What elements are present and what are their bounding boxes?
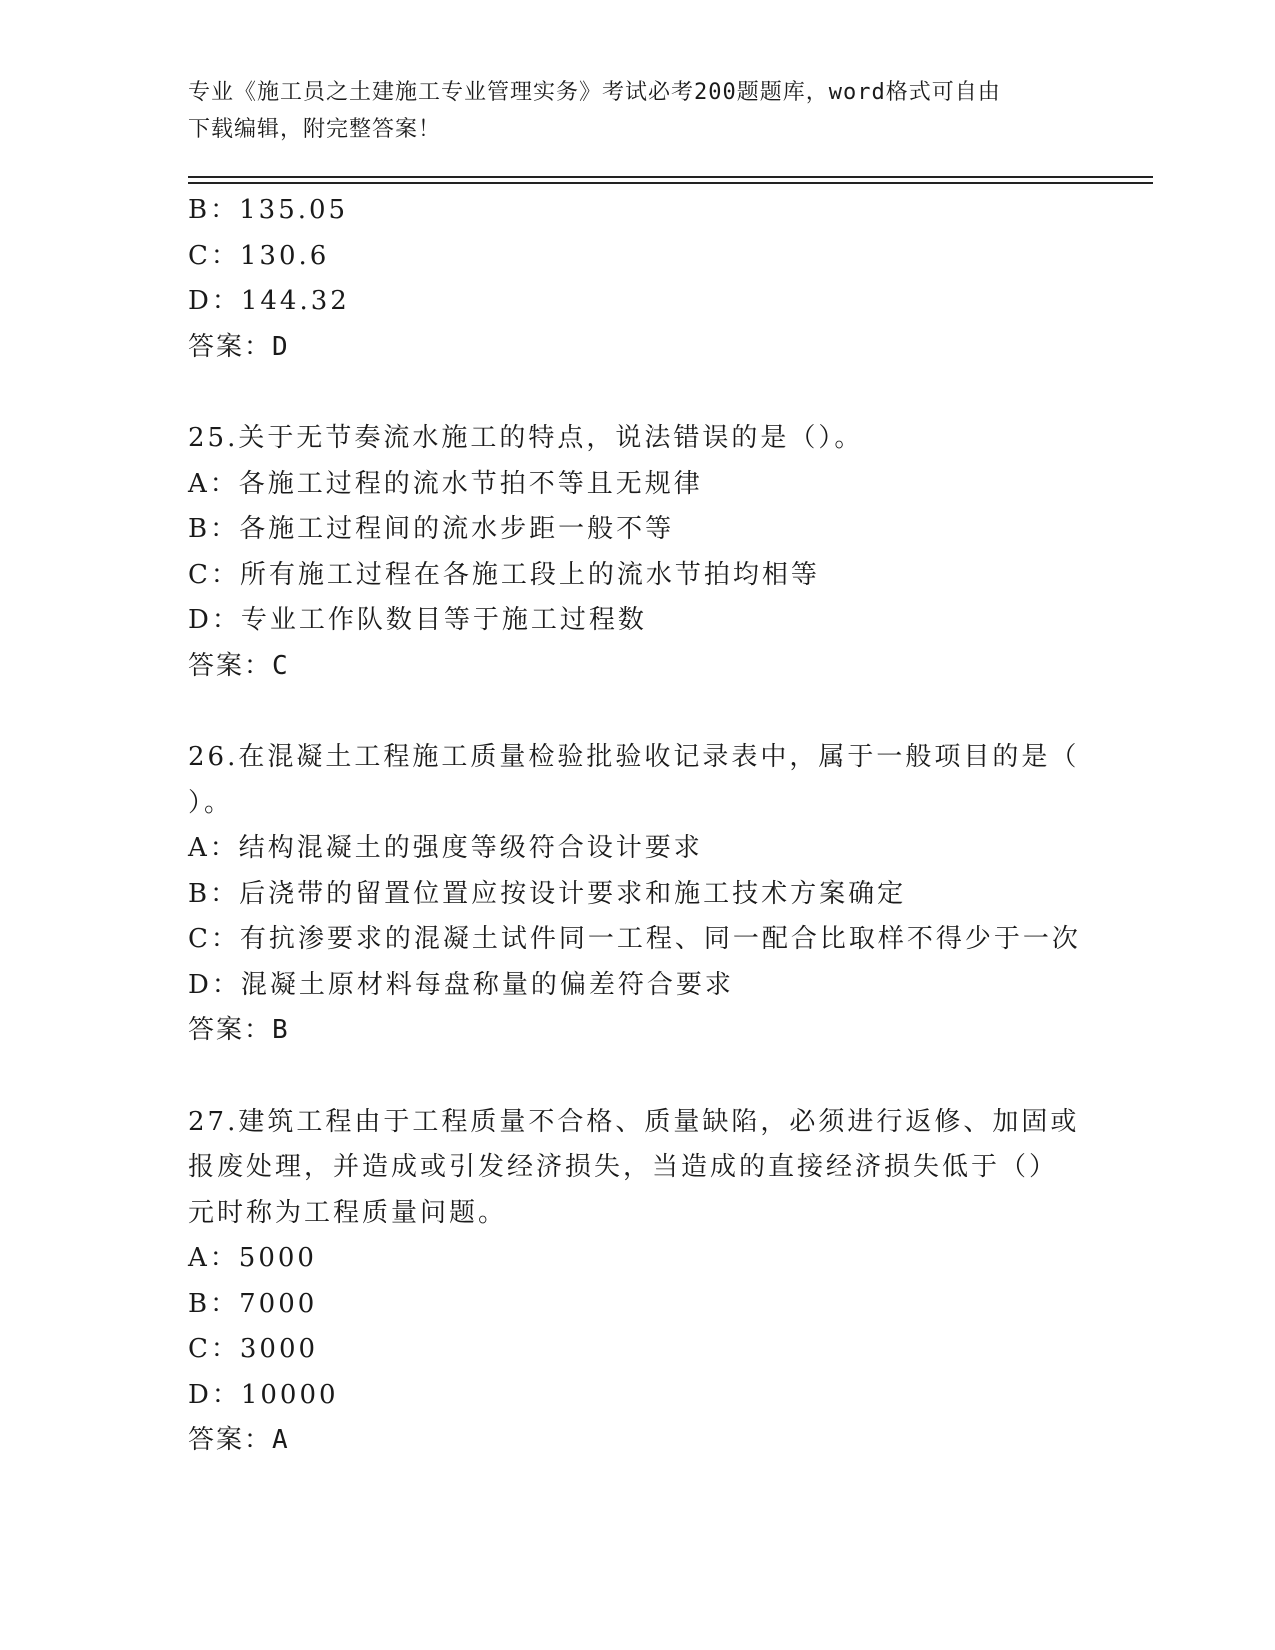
question-stem-cont: 报废处理，并造成或引发经济损失，当造成的直接经济损失低于（） xyxy=(188,1152,1059,1182)
prev-question-block xyxy=(188,188,1088,370)
option-c: C：130.6 xyxy=(188,240,330,271)
option-d: D：144.32 xyxy=(188,286,350,316)
option-c: C：所有施工过程在各施工段上的流水节拍均相等 xyxy=(188,559,820,590)
option-a: A：各施工过程的流水节拍不等且无规律 xyxy=(188,468,703,499)
answer-line: 答案：A xyxy=(188,1425,290,1455)
option-c: C：3000 xyxy=(188,1334,319,1364)
option-b: B：各施工过程间的流水步距一般不等 xyxy=(188,514,675,544)
option-c: C：有抗渗要求的混凝土试件同一工程、同一配合比取样不得少于一次 xyxy=(188,924,1081,954)
option-b: B：135.05 xyxy=(188,195,349,225)
option-a: A：5000 xyxy=(188,1243,317,1273)
question-25 xyxy=(188,416,1088,689)
question-stem: 25.关于无节奏流水施工的特点，说法错误的是（）。 xyxy=(188,423,864,453)
question-26 xyxy=(188,735,1088,1054)
question-stem: 26.在混凝土工程施工质量检验批验收记录表中，属于一般项目的是（ xyxy=(188,742,1080,772)
header-line-1: 专业《施工员之土建施工专业管理实务》考试必考200题题库，word格式可自由 xyxy=(188,80,1001,105)
question-stem-cont: ）。 xyxy=(188,787,234,818)
option-a: A：结构混凝土的强度等级符合设计要求 xyxy=(188,833,703,863)
header-divider-bottom xyxy=(188,182,1153,184)
answer-line: 答案：D xyxy=(188,331,290,362)
question-list xyxy=(188,188,1088,1464)
answer-line: 答案：C xyxy=(188,650,290,681)
header-line-2: 下载编辑，附完整答案！ xyxy=(188,117,442,142)
option-d: D：混凝土原材料每盘称量的偏差符合要求 xyxy=(188,969,734,1000)
question-27 xyxy=(188,1100,1088,1464)
option-b: B：7000 xyxy=(188,1288,318,1319)
option-d: D：10000 xyxy=(188,1379,339,1410)
header-divider-top xyxy=(188,176,1153,178)
question-stem: 27.建筑工程由于工程质量不合格、质量缺陷，必须进行返修、加固或 xyxy=(188,1106,1080,1137)
question-stem-cont: 元时称为工程质量问题。 xyxy=(188,1197,508,1228)
option-d: D：专业工作队数目等于施工过程数 xyxy=(188,605,647,635)
option-b: B：后浇带的留置位置应按设计要求和施工技术方案确定 xyxy=(188,878,907,909)
document-header xyxy=(188,74,1088,148)
answer-line: 答案：B xyxy=(188,1015,290,1045)
